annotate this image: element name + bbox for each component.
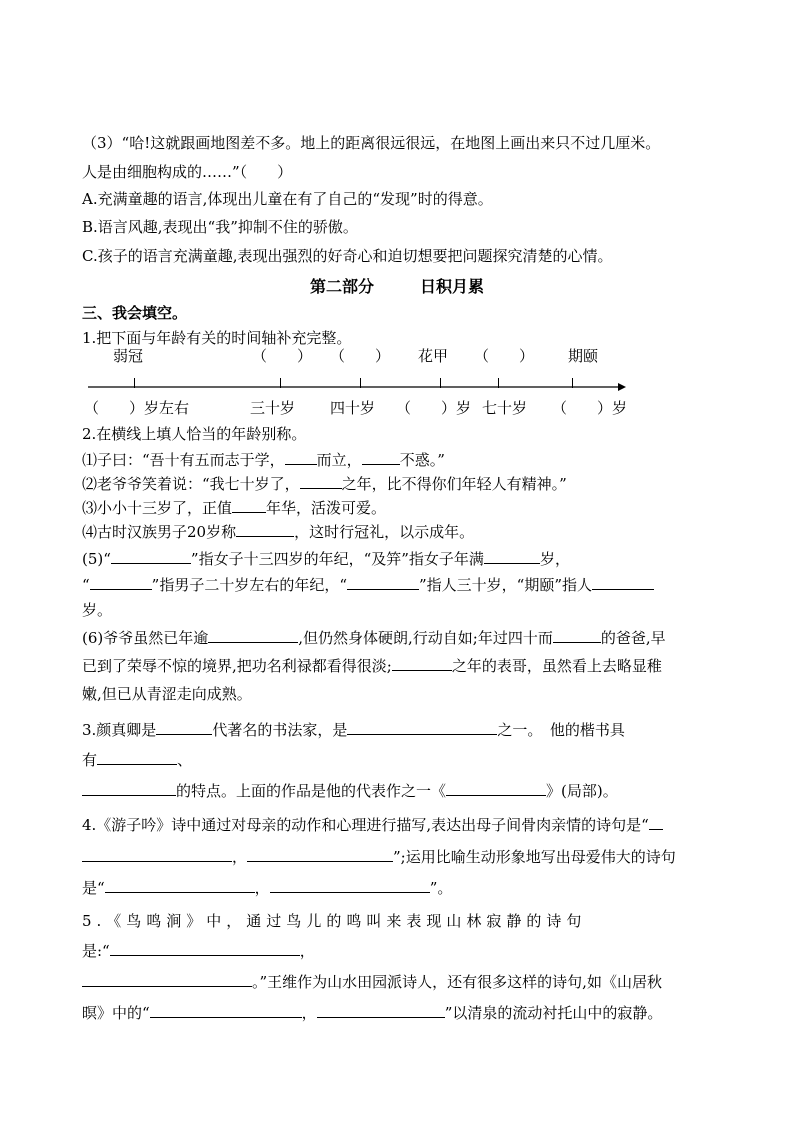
timeline-top-blank[interactable]: （ ） (330, 347, 391, 365)
timeline-tick (498, 378, 499, 388)
answer-blank[interactable] (236, 521, 294, 537)
answer-blank[interactable] (300, 473, 342, 489)
timeline-tick (134, 378, 135, 388)
timeline-tick (440, 378, 441, 388)
timeline-bottom-label: 四十岁 (330, 399, 376, 417)
item5-line4: 暝》中的“ ， ”以清泉的流动衬托山中的寂静。 (82, 1004, 663, 1022)
answer-blank[interactable] (97, 749, 177, 765)
item3-line2: 有 、 (82, 751, 193, 769)
item2-s5-line1: (5)“ ”指女子十三四岁的年纪，“及笄”指女子年满 岁， (82, 550, 570, 568)
timeline-top-blank[interactable]: （ ） (252, 347, 313, 365)
timeline-tick (280, 378, 281, 388)
item1-text: 1.把下面与年龄有关的时间轴补充完整。 (82, 329, 352, 347)
item5-line2: 是:“ ， (82, 942, 315, 960)
timeline-top-blank[interactable]: （ ） (474, 347, 535, 365)
answer-blank[interactable] (362, 449, 400, 465)
answer-blank[interactable] (446, 780, 546, 796)
item5-line1: 5.《鸟鸣涧》中，通过鸟儿的鸣叫来表现山林寂静的诗句 (82, 912, 587, 930)
timeline-bottom-blank[interactable]: （ ）岁左右 (84, 399, 190, 417)
answer-blank[interactable] (105, 877, 255, 893)
item2-s1: ⑴子曰：“吾十有五而志于学， 而立， 不惑。” (82, 451, 445, 469)
item2-s3: ⑶小小十三岁了，正值 年华，活泼可爱。 (82, 499, 387, 517)
timeline-top-label: 花甲 (418, 347, 449, 365)
section-title (0, 274, 794, 297)
answer-blank[interactable] (82, 971, 252, 987)
q3-option-b[interactable]: B.语言风趣,表现出“我”抑制不住的骄傲。 (82, 218, 358, 236)
answer-blank[interactable] (285, 449, 317, 465)
answer-blank[interactable] (347, 574, 419, 590)
answer-blank[interactable] (392, 655, 452, 671)
answer-blank[interactable] (484, 548, 540, 564)
answer-blank[interactable] (111, 548, 191, 564)
timeline-bottom-blank[interactable]: （ ）岁 (396, 399, 472, 417)
answer-blank[interactable] (156, 719, 212, 735)
answer-blank[interactable] (208, 627, 298, 643)
item3-line3: 的特点。上面的作品是他的代表作之一《 》(局部)。 (82, 780, 618, 801)
timeline-tick (572, 378, 573, 388)
q3-line1: （3）“哈!这就跟画地图差不多。地上的距离很远很远，在地图上画出来只不过几厘米。 (82, 134, 661, 152)
timeline-bottom-blank[interactable]: （ ）岁 (552, 399, 628, 417)
section-part: 第二部分 (309, 277, 374, 296)
q3-option-a[interactable]: A.充满童趣的语言,体现出儿童在有了自己的“发现”时的得意。 (82, 190, 493, 208)
timeline-bottom-label: 三十岁 (250, 399, 296, 417)
answer-blank[interactable] (649, 814, 663, 830)
heading-fill-blanks: 三、我会填空。 (82, 304, 188, 322)
answer-blank[interactable] (82, 780, 176, 796)
item2-s6-line1: (6)爷爷虽然已年逾 ,但仍然身体硬朗,行动自如;年过四十而 的爸爸,早 (82, 629, 666, 647)
item2-s2: ⑵老爷爷笑着说：“我七十岁了， 之年，比不得你们年轻人有精神。” (82, 475, 567, 493)
answer-blank[interactable] (232, 497, 266, 513)
section-name: 日积月累 (420, 277, 485, 296)
answer-blank[interactable] (150, 1002, 302, 1018)
timeline-top-label: 弱冠 (113, 347, 144, 365)
item3-line1: 3.颜真卿是 代著名的书法家，是 之一。 他的楷书具 (82, 721, 625, 739)
answer-blank[interactable] (347, 719, 497, 735)
item4-line3: 是“ ， ”。 (82, 879, 453, 897)
timeline-top-label: 期颐 (568, 347, 599, 365)
answer-blank[interactable] (270, 877, 430, 893)
answer-blank[interactable] (110, 940, 300, 956)
item2-s4: ⑷古时汉族男子20岁称 ，这时行冠礼，以示成年。 (82, 523, 475, 541)
item2-s5-line3: 岁。 (82, 601, 113, 619)
timeline-tick (360, 378, 361, 388)
item2-text: 2.在横线上填人恰当的年龄别称。 (82, 425, 307, 443)
timeline-bottom-label: 七十岁 (482, 399, 528, 417)
answer-blank[interactable] (90, 574, 152, 590)
answer-blank[interactable] (82, 846, 232, 862)
answer-blank[interactable] (553, 627, 601, 643)
answer-blank[interactable] (317, 1002, 445, 1018)
answer-blank[interactable] (247, 846, 393, 862)
item4-line1: 4.《游子吟》诗中通过对母亲的动作和心理进行描写,表达出母子间骨肉亲情的诗句是“ (82, 814, 663, 835)
item4-line2: ， ”;运用比喻生动形象地写出母爱伟大的诗句 (82, 846, 676, 867)
item2-s6-line2: 已到了荣辱不惊的境界,把功名利禄都看得很淡; 之年的表哥，虽然看上去略显稚 (82, 657, 662, 675)
item2-s6-line3: 嫩,但已从青涩走向成熟。 (82, 685, 252, 703)
item5-line3: 。”王维作为山水田园派诗人，还有很多这样的诗句,如《山居秋 (82, 971, 662, 992)
q3-option-c[interactable]: C.孩子的语言充满童趣,表现出强烈的好奇心和迫切想要把问题探究清楚的心情。 (82, 247, 613, 265)
answer-blank[interactable] (592, 574, 654, 590)
arrow-right-icon (618, 383, 626, 391)
item2-s5-line2: “ ”指男子二十岁左右的年纪，“ ”指人三十岁，“期颐”指人 (82, 574, 654, 595)
q3-line2: 人是由细胞构成的……”（ ） (82, 163, 293, 181)
